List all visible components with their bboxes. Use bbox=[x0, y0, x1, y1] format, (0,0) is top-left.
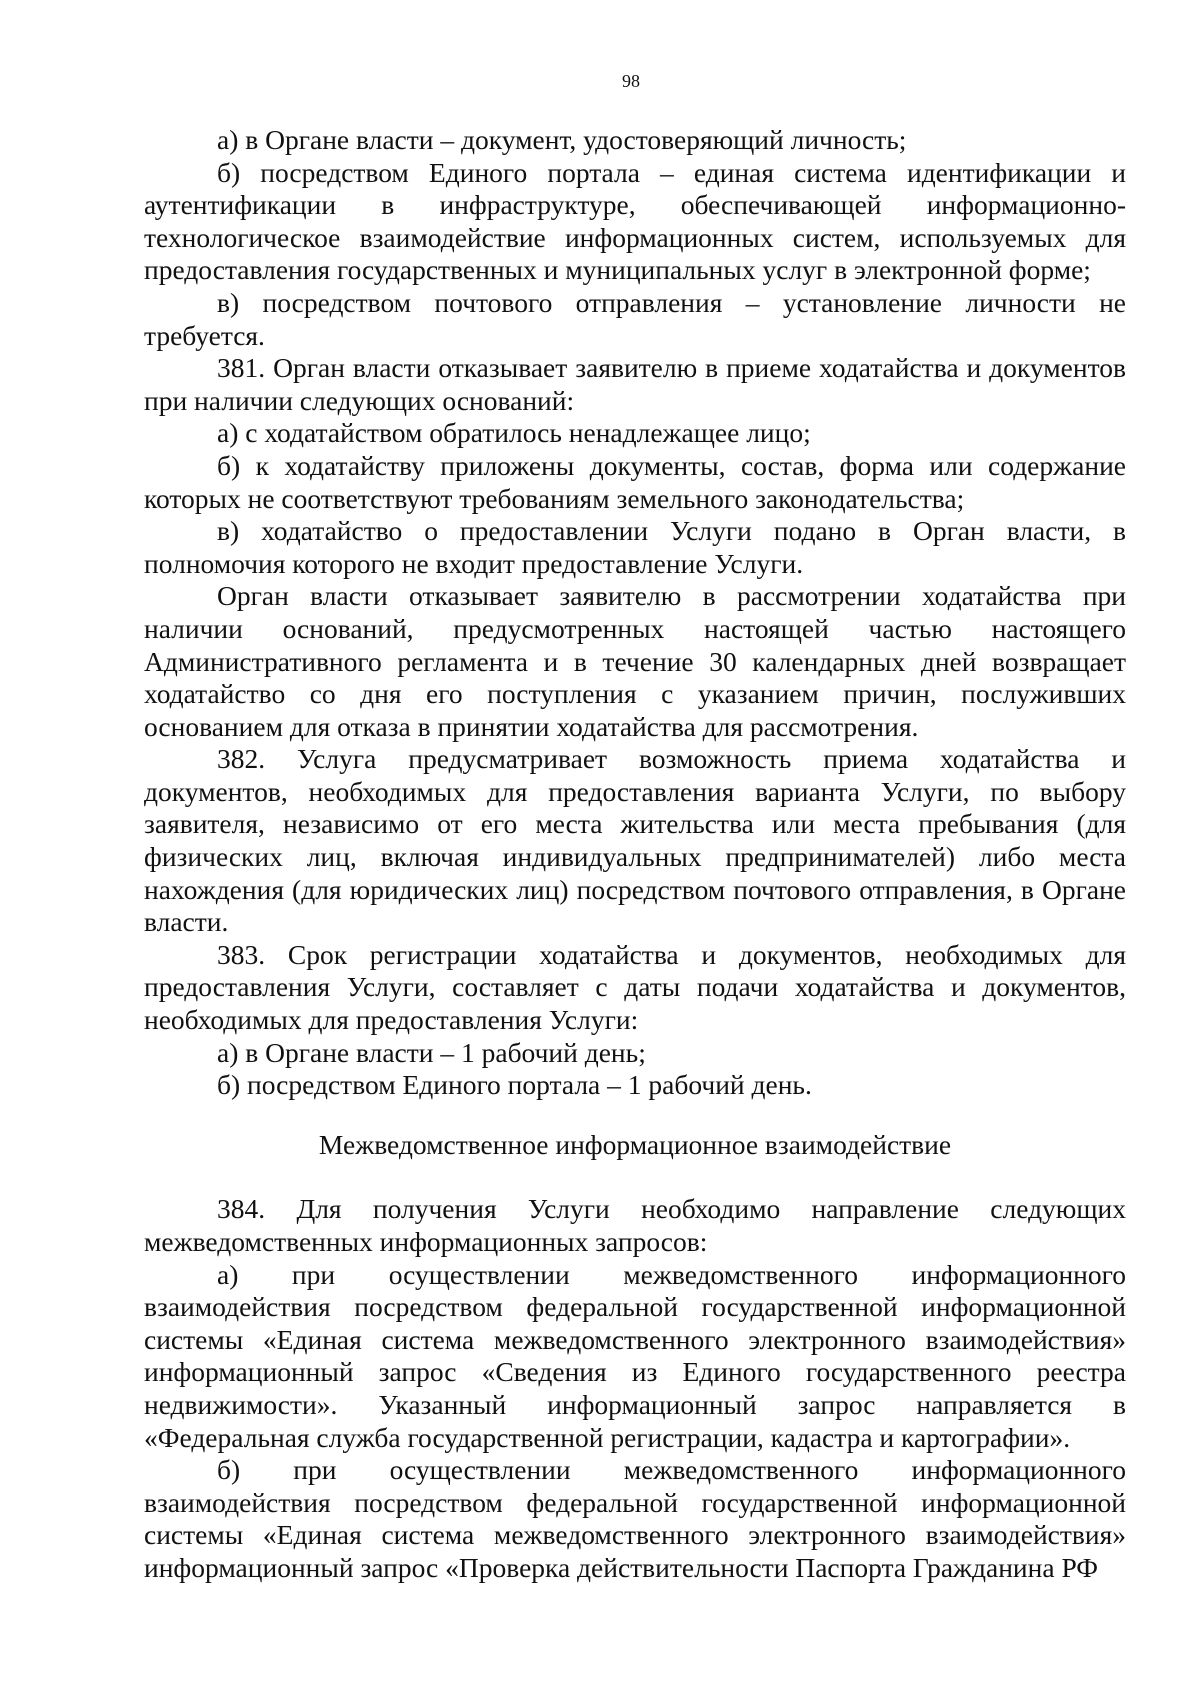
paragraph-identification-portal: б) посредством Единого портала – единая система идентификации и аутентификации в инфраструктуре, обеспечивающей информационно-технологическое взаимодействие информационных систем, используемых для предоставления государственных и муниципальных услуг в электронной форме; bbox=[144, 156, 1126, 286]
paragraph-identification-organ: а) в Органе власти – документ, удостоверяющий личность; bbox=[217, 124, 907, 155]
section-heading: Межведомственное информационное взаимодействие bbox=[318, 1128, 952, 1160]
paragraph-refusal-consideration: Орган власти отказывает заявителю в рассмотрении ходатайства при наличии оснований, предусмотренных настоящей частью настоящего Административного регламента и в течение 30 календарных дней возвращает ходатайство со дня его поступления с указанием причин, послуживших основанием для отказа в принятии ходатайства для рассмотрения. bbox=[144, 580, 1126, 742]
paragraph-384: 384. Для получения Услуги необходимо направление следующих межведомственных информационных запросов: bbox=[144, 1193, 1126, 1257]
paragraph-383-b: б) посредством Единого портала – 1 рабочий день. bbox=[217, 1069, 812, 1101]
paragraph-381-b: б) к ходатайству приложены документы, состав, форма или содержание которых не соответствуют требованиям земельного законодательства; bbox=[144, 449, 1126, 514]
paragraph-381-a: а) с ходатайством обратилось ненадлежащее лицо; bbox=[217, 417, 811, 449]
document-body bbox=[144, 124, 1126, 1585]
paragraph-381-c: в) ходатайство о предоставлении Услуги подано в Орган власти, в полномочия которого не входит предоставление Услуги. bbox=[144, 515, 1126, 579]
paragraph-384-a: а) при осуществлении межведомственного информационного взаимодействия посредством федеральной государственной информационной системы «Единая система межведомственного электронного взаимодействия» информационный запрос «Сведения из Единого государственного реестра недвижимости». Указанный информационный запрос направляется в «Федеральная служба государственной регистрации, кадастра и картографии». bbox=[144, 1258, 1126, 1453]
paragraph-381: 381. Орган власти отказывает заявителю в приеме ходатайства и документов при наличии следующих оснований: bbox=[144, 352, 1126, 416]
paragraph-identification-mail: в) посредством почтового отправления – установление личности не требуется. bbox=[144, 286, 1126, 351]
page-number: 98 bbox=[622, 71, 640, 91]
paragraph-383: 383. Срок регистрации ходатайства и документов, необходимых для предоставления Услуги, составляет с даты подачи ходатайства и документов, необходимых для предоставления Услуги: bbox=[144, 938, 1126, 1036]
paragraph-383-a: а) в Органе власти – 1 рабочий день; bbox=[217, 1036, 646, 1068]
paragraph-384-b: б) при осуществлении межведомственного информационного взаимодействия посредством федеральной государственной информационной системы «Единая система межведомственного электронного взаимодействия» информационный запрос «Проверка действительности Паспорта Гражданина РФ bbox=[144, 1454, 1126, 1583]
paragraph-382: 382. Услуга предусматривает возможность приема ходатайства и документов, необходимых для предоставления варианта Услуги, по выбору заявителя, независимо от его места жительства или места пребывания (для физических лиц, включая индивидуальных предпринимателей) либо места нахождения (для юридических лиц) посредством почтового отправления, в Органе власти. bbox=[144, 743, 1126, 938]
